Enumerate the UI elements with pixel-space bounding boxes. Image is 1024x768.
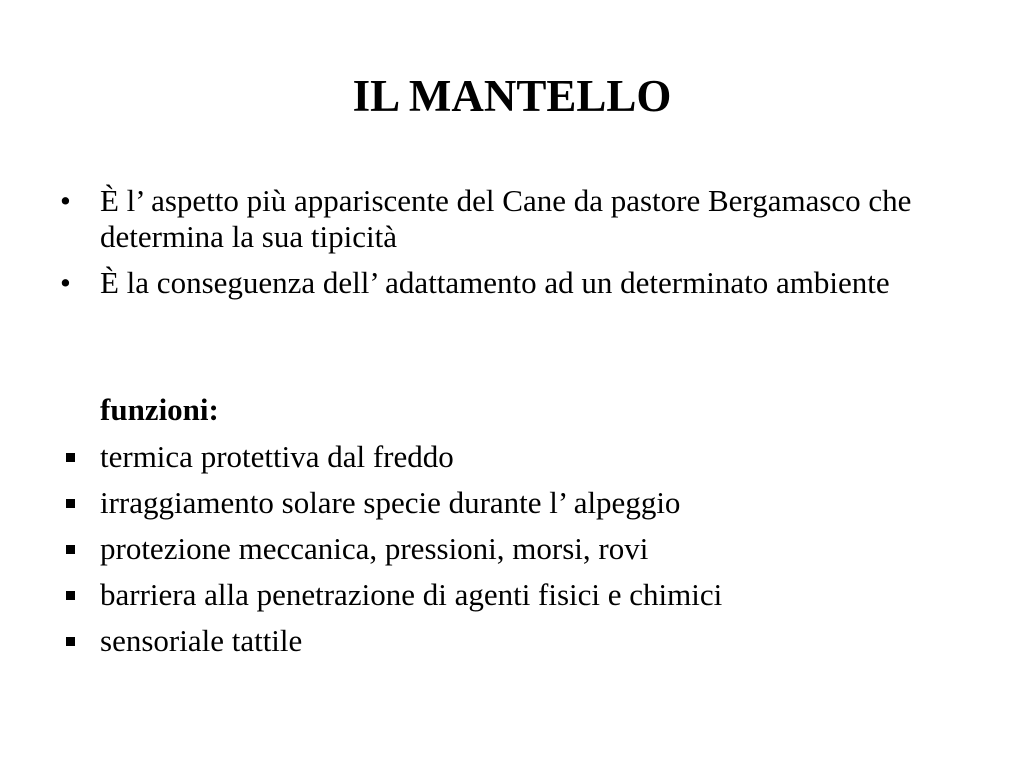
- function-item: [60, 623, 960, 669]
- function-item: [60, 439, 960, 485]
- function-item: [60, 577, 960, 623]
- square-bullet-icon: [66, 453, 75, 462]
- bullet-text: È l’ aspetto più appariscente del Cane da pastore Bergamasco che determina la sua tipicità: [100, 183, 912, 254]
- function-text: barriera alla penetrazione di agenti fisici e chimici: [100, 577, 723, 612]
- bullet-list: [60, 183, 960, 311]
- function-text: termica protettiva dal freddo: [100, 439, 454, 474]
- function-text: sensoriale tattile: [100, 623, 303, 658]
- functions-list: [60, 439, 960, 669]
- slide-title: IL MANTELLO: [352, 71, 672, 121]
- square-bullet-icon: [66, 499, 75, 508]
- functions-heading: funzioni:: [100, 392, 219, 427]
- bullet-item: [60, 265, 960, 301]
- function-item: [60, 531, 960, 577]
- square-bullet-icon: [66, 545, 75, 554]
- bullet-item: [60, 183, 960, 255]
- bullet-text: È la conseguenza dell’ adattamento ad un determinato ambiente: [100, 265, 890, 300]
- bullet-dot-icon: •: [60, 265, 71, 300]
- function-text: irraggiamento solare specie durante l’ alpeggio: [100, 485, 681, 520]
- square-bullet-icon: [66, 637, 75, 646]
- function-text: protezione meccanica, pressioni, morsi, rovi: [100, 531, 649, 566]
- function-item: [60, 485, 960, 531]
- bullet-dot-icon: •: [60, 183, 71, 218]
- square-bullet-icon: [66, 591, 75, 600]
